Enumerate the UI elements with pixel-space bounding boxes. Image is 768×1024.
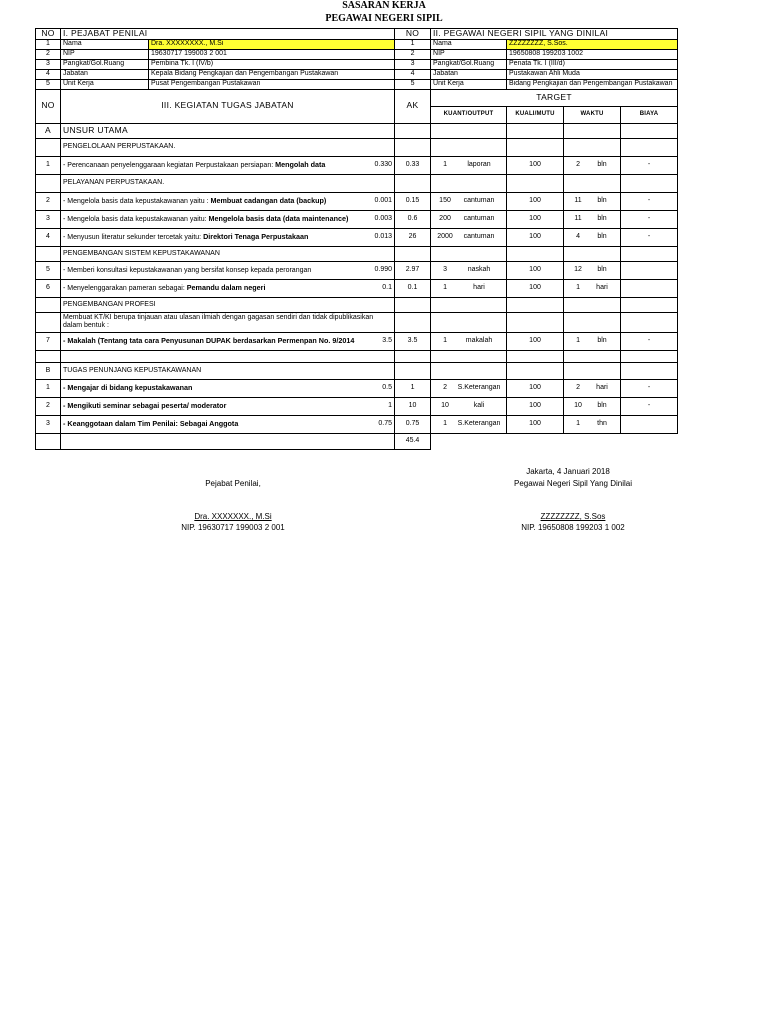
kuant-cell — [431, 228, 507, 246]
category-row — [36, 246, 678, 261]
ak-value: 0.15 — [395, 192, 431, 210]
row-number: 2 — [36, 397, 61, 415]
field-label: Unit Kerja — [431, 79, 507, 89]
waktu-cell — [564, 279, 621, 297]
time-value: 2 — [576, 384, 580, 392]
right-signer-nip: NIP. 19650808 199203 1 002 — [521, 523, 625, 532]
kuant-cell — [431, 192, 507, 210]
activity-header-row — [36, 89, 678, 106]
document-title: SASARAN KERJA — [342, 0, 426, 11]
cost-value — [621, 415, 678, 433]
activity-row — [36, 261, 678, 279]
field-value: ZZZZZZZZ, S.Sos. — [507, 39, 678, 49]
cost-value: - — [621, 332, 678, 350]
row-number: 5 — [36, 261, 61, 279]
activity-value: 3.5 — [382, 336, 393, 344]
activity-description — [61, 261, 395, 279]
activity-row — [36, 415, 678, 433]
waktu-cell — [564, 156, 621, 174]
quantity: 3 — [443, 266, 447, 274]
quantity: 1 — [443, 420, 447, 428]
row-number: 3 — [36, 59, 61, 69]
activity-output: Membuat cadangan data (backup) — [210, 195, 327, 205]
waktu-header: WAKTU — [564, 106, 621, 123]
quantity-unit: cantuman — [463, 197, 495, 205]
activity-row — [36, 397, 678, 415]
row-number: 7 — [36, 332, 61, 350]
row-number: 5 — [395, 79, 431, 89]
time-value: 1 — [576, 420, 580, 428]
row-number: 4 — [36, 69, 61, 79]
field-label: Unit Kerja — [61, 79, 149, 89]
identity-row — [36, 59, 678, 69]
quantity-unit: S.Keterangan — [457, 384, 501, 392]
time-value: 11 — [574, 197, 582, 205]
row-number: 1 — [36, 39, 61, 49]
quality-value: 100 — [507, 279, 564, 297]
activity-value: 0.5 — [382, 383, 393, 391]
row-number: 4 — [36, 228, 61, 246]
kuant-cell — [431, 397, 507, 415]
row-number: 2 — [36, 192, 61, 210]
activity-value: 0.330 — [374, 160, 393, 168]
activity-output: Mengelola basis data (data maintenance) — [208, 213, 349, 223]
time-value: 12 — [574, 266, 582, 274]
quality-value: 100 — [507, 332, 564, 350]
activity-row — [36, 279, 678, 297]
left-signer-nip: NIP. 19630717 199003 2 001 — [181, 523, 285, 532]
category-row — [36, 297, 678, 312]
quantity: 1 — [443, 284, 447, 292]
activity-text: - Mengelola basis data kepustakawanan yaitu : — [63, 197, 209, 205]
quantity-unit: laporan — [467, 161, 491, 169]
field-value: Pustakawan Ahli Muda — [507, 69, 678, 79]
target-sheet-table — [35, 28, 678, 450]
note-row — [36, 312, 678, 332]
quantity: 1 — [443, 161, 447, 169]
row-number: 6 — [36, 279, 61, 297]
activity-description — [61, 156, 395, 174]
ak-value: 1 — [395, 379, 431, 397]
field-value: Pusat Pengembangan Pustakawan — [149, 79, 395, 89]
quantity-unit: hari — [473, 284, 485, 292]
field-label: Jabatan — [431, 69, 507, 79]
time-value: 4 — [576, 233, 580, 241]
ak-value: 0.6 — [395, 210, 431, 228]
right-signer-name: ZZZZZZZZ, S.Sos — [540, 512, 606, 521]
activity-description — [61, 332, 395, 350]
field-label: NIP — [431, 49, 507, 59]
ak-value: 10 — [395, 397, 431, 415]
quantity-unit: makalah — [465, 337, 493, 345]
time-value: 10 — [574, 402, 582, 410]
kuant-cell — [431, 415, 507, 433]
cost-value: - — [621, 397, 678, 415]
field-value: Bidang Pengkajian dan Pengembangan Pustakawan — [507, 79, 678, 89]
quality-value: 100 — [507, 379, 564, 397]
no-header: NO — [36, 29, 61, 40]
field-label: Pangkat/Gol.Ruang — [431, 59, 507, 69]
kti-note: Membuat KT/KI berupa tinjauan atau ulasan ilmiah dengan gagasan sendiri dan tidak dipublikasikan dalam bentuk : — [61, 312, 395, 332]
cost-value: - — [621, 379, 678, 397]
row-number: 1 — [36, 156, 61, 174]
right-signer-role: Pegawai Negeri Sipil Yang Dinilai — [514, 479, 632, 488]
activity-description — [61, 279, 395, 297]
activity-value: 0.013 — [374, 232, 393, 240]
activity-value: 0.003 — [374, 214, 393, 222]
waktu-cell — [564, 210, 621, 228]
activity-output: - Keanggotaan dalam Tim Penilai: Sebagai Anggota — [63, 418, 239, 428]
field-label: Nama — [431, 39, 507, 49]
activity-value: 0.990 — [374, 265, 393, 273]
left-signer-role: Pejabat Penilai, — [205, 479, 261, 488]
category-label: PENGELOLAAN PERPUSTAKAAN. — [61, 138, 395, 156]
row-number: 1 — [36, 379, 61, 397]
row-number: 1 — [395, 39, 431, 49]
time-value: 11 — [574, 215, 582, 223]
pns-dinilai-header: II. PEGAWAI NEGERI SIPIL YANG DINILAI — [431, 29, 678, 40]
activity-description — [61, 415, 395, 433]
time-unit: bln — [597, 197, 607, 205]
kuant-cell — [431, 261, 507, 279]
identity-header-row — [36, 29, 678, 40]
waktu-cell — [564, 261, 621, 279]
time-value: 1 — [576, 337, 580, 345]
time-unit: bln — [597, 337, 607, 345]
left-signer-name: Dra. XXXXXXX., M.Si — [194, 512, 272, 521]
quality-value: 100 — [507, 192, 564, 210]
activity-row — [36, 379, 678, 397]
activity-value: 0.001 — [374, 196, 393, 204]
biaya-header: BIAYA — [621, 106, 678, 123]
field-value: Pembina Tk. I (IV/b) — [149, 59, 395, 69]
kegiatan-column-header: III. KEGIATAN TUGAS JABATAN — [61, 89, 395, 123]
quality-value: 100 — [507, 397, 564, 415]
no-header: NO — [395, 29, 431, 40]
quality-value: 100 — [507, 415, 564, 433]
ak-value: 0.1 — [395, 279, 431, 297]
quantity: 2 — [443, 384, 447, 392]
kuant-cell — [431, 279, 507, 297]
waktu-cell — [564, 379, 621, 397]
activity-row — [36, 332, 678, 350]
section-label: TUGAS PENUNJANG KEPUSTAKAWANAN — [61, 362, 395, 379]
field-value: Penata Tk. I (III/d) — [507, 59, 678, 69]
total-row — [36, 433, 678, 449]
row-number: 4 — [395, 69, 431, 79]
time-unit: bln — [597, 233, 607, 241]
ak-value: 3.5 — [395, 332, 431, 350]
activity-description — [61, 397, 395, 415]
field-value: Kepala Bidang Pengkajian dan Pengembangan Pustakawan — [149, 69, 395, 79]
activity-description — [61, 228, 395, 246]
pejabat-penilai-header: I. PEJABAT PENILAI — [61, 29, 395, 40]
time-value: 1 — [576, 284, 580, 292]
quantity-unit: cantuman — [463, 233, 495, 241]
waktu-cell — [564, 192, 621, 210]
activity-output: - Mengikuti seminar sebagai peserta/ moderator — [63, 400, 227, 410]
activity-output: Mengolah data — [275, 159, 326, 169]
kuant-cell — [431, 332, 507, 350]
row-number: 3 — [36, 415, 61, 433]
field-value: 19650808 199203 1002 — [507, 49, 678, 59]
activity-text: - Menyelenggarakan pameran sebagai: — [63, 284, 185, 292]
waktu-cell — [564, 397, 621, 415]
section-row — [36, 123, 678, 138]
category-row — [36, 138, 678, 156]
quantity: 10 — [441, 402, 449, 410]
activity-row — [36, 192, 678, 210]
identity-row — [36, 69, 678, 79]
category-label: PELAYANAN PERPUSTAKAAN. — [61, 174, 395, 192]
waktu-cell — [564, 332, 621, 350]
spacer-row — [36, 350, 678, 362]
activity-description — [61, 210, 395, 228]
cost-value — [621, 261, 678, 279]
kuant-output-header: KUANT/OUTPUT — [431, 106, 507, 123]
activity-description — [61, 379, 395, 397]
row-number: 3 — [395, 59, 431, 69]
quantity-unit: cantuman — [463, 215, 495, 223]
kuant-cell — [431, 156, 507, 174]
activity-description — [61, 192, 395, 210]
section-label: UNSUR UTAMA — [61, 123, 395, 138]
time-unit: hari — [596, 284, 608, 292]
activity-value: 0.75 — [378, 419, 393, 427]
time-unit: thn — [597, 420, 607, 428]
field-label: NIP — [61, 49, 149, 59]
quality-value: 100 — [507, 261, 564, 279]
cost-value: - — [621, 210, 678, 228]
cost-value: - — [621, 228, 678, 246]
quality-value: 100 — [507, 228, 564, 246]
row-number: 5 — [36, 79, 61, 89]
field-label: Nama — [61, 39, 149, 49]
activity-row — [36, 210, 678, 228]
cost-value — [621, 279, 678, 297]
activity-output: Direktori Tenaga Perpustakaan — [203, 231, 309, 241]
category-label: PENGEMBANGAN PROFESI — [61, 297, 395, 312]
ak-value: 26 — [395, 228, 431, 246]
kuant-cell — [431, 379, 507, 397]
quantity: 150 — [439, 197, 451, 205]
activity-text: - Mengelola basis data kepustakawanan yaitu: — [63, 215, 207, 223]
time-unit: bln — [597, 161, 607, 169]
time-unit: bln — [597, 266, 607, 274]
place-date: Jakarta, 4 Januari 2018 — [526, 467, 610, 476]
activity-output: Pemandu dalam negeri — [186, 282, 266, 292]
time-unit: bln — [597, 215, 607, 223]
activity-output: - Makalah (Tentang tata cara Penyusunan DUPAK berdasarkan Permenpan No. 9/2014 — [63, 335, 355, 345]
ak-value: 0.33 — [395, 156, 431, 174]
activity-value: 0.1 — [382, 283, 393, 291]
target-column-header: TARGET — [431, 89, 678, 106]
category-label: PENGEMBANGAN SISTEM KEPUSTAKAWANAN — [61, 246, 395, 261]
activity-text: - Perencanaan penyelenggaraan kegiatan Perpustakaan persiapan: — [63, 161, 274, 169]
cost-value: - — [621, 156, 678, 174]
identity-row — [36, 49, 678, 59]
time-unit: bln — [597, 402, 607, 410]
ak-value: 0.75 — [395, 415, 431, 433]
quantity-unit: kali — [473, 402, 485, 410]
activity-text: - Menyusun literatur sekunder tercetak yaitu: — [63, 233, 202, 241]
quantity-unit: S.Keterangan — [457, 420, 501, 428]
quality-value: 100 — [507, 156, 564, 174]
ak-column-header: AK — [395, 89, 431, 123]
quantity: 200 — [439, 215, 451, 223]
identity-row — [36, 79, 678, 89]
section-letter: A — [36, 123, 61, 138]
cost-value: - — [621, 192, 678, 210]
document-subtitle: PEGAWAI NEGERI SIPIL — [325, 13, 443, 24]
row-number: 2 — [36, 49, 61, 59]
activity-value: 1 — [388, 401, 393, 409]
quality-value: 100 — [507, 210, 564, 228]
ak-value: 2.97 — [395, 261, 431, 279]
kuant-cell — [431, 210, 507, 228]
activity-row — [36, 156, 678, 174]
quantity: 1 — [443, 337, 447, 345]
row-number: 3 — [36, 210, 61, 228]
identity-row — [36, 39, 678, 49]
field-value: Dra. XXXXXXXX., M.Si — [149, 39, 395, 49]
waktu-cell — [564, 415, 621, 433]
row-number: 2 — [395, 49, 431, 59]
activity-text: - Memberi konsultasi kepustakawanan yang bersifat konsep kepada perorangan — [63, 266, 312, 274]
kuali-mutu-header: KUALI/MUTU — [507, 106, 564, 123]
field-label: Pangkat/Gol.Ruang — [61, 59, 149, 69]
category-row — [36, 174, 678, 192]
activity-output: - Mengajar di bidang kepustakawanan — [63, 382, 193, 392]
field-value: 19630717 199003 2 001 — [149, 49, 395, 59]
section-letter: B — [36, 362, 61, 379]
activity-row — [36, 228, 678, 246]
section-row — [36, 362, 678, 379]
field-label: Jabatan — [61, 69, 149, 79]
quantity-unit: naskah — [467, 266, 491, 274]
total-ak-value: 45.4 — [395, 433, 431, 449]
no-column-header: NO — [36, 89, 61, 123]
quantity: 2000 — [437, 233, 453, 241]
time-unit: hari — [596, 384, 608, 392]
time-value: 2 — [576, 161, 580, 169]
waktu-cell — [564, 228, 621, 246]
